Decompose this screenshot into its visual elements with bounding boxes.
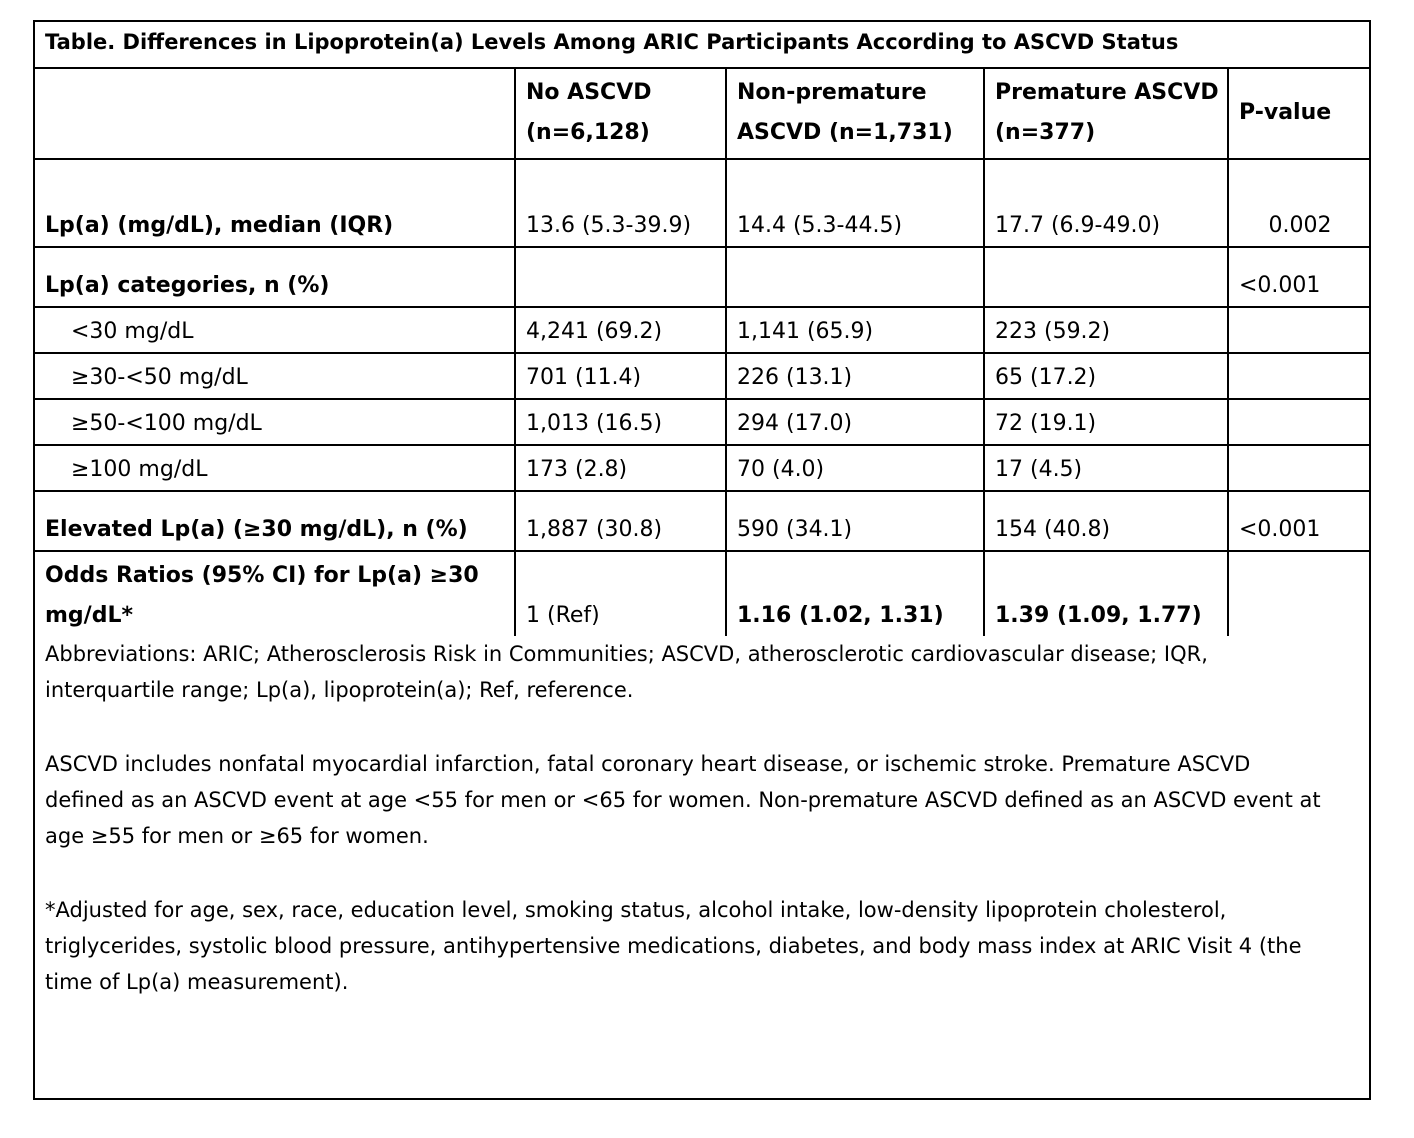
table-row [35, 247, 1371, 307]
header-p-value: P-value [1228, 68, 1371, 159]
cell-value: 590 (34.1) [726, 491, 984, 551]
row-label-odds-ratios: Odds Ratios (95% CI) for Lp(a) ≥30 mg/dL* [35, 551, 515, 636]
cell-value: 1,141 (65.9) [726, 307, 984, 353]
table-row [35, 551, 1371, 636]
footnote-adjustment: *Adjusted for age, sex, race, education level, smoking status, alcohol intake, low-density lipoprotein cholesterol, triglycerides, systolic blood pressure, antihypertensive medications, diabetes, and body mass index at ARIC Visit 4 (the time of Lp(a) measurement). [45, 898, 1302, 994]
cell-value: 154 (40.8) [984, 491, 1228, 551]
table-title: Table. Differences in Lipoprotein(a) Levels Among ARIC Participants According to ASCVD Status [35, 22, 1369, 69]
cell-value: 294 (17.0) [726, 399, 984, 445]
cell-empty [1228, 445, 1371, 491]
cell-value: 701 (11.4) [515, 353, 726, 399]
table-row [35, 353, 1371, 399]
row-label-median: Lp(a) (mg/dL), median (IQR) [35, 159, 515, 247]
table-frame [33, 20, 1371, 1100]
table-row [35, 491, 1371, 551]
header-row [35, 68, 1371, 159]
table-row [35, 445, 1371, 491]
cell-value: 13.6 (5.3-39.9) [515, 159, 726, 247]
cell-p-value: <0.001 [1228, 247, 1371, 307]
cell-empty [515, 247, 726, 307]
cell-p-value: 0.002 [1228, 159, 1371, 247]
row-label-30-50: ≥30-<50 mg/dL [35, 353, 515, 399]
cell-value: 4,241 (69.2) [515, 307, 726, 353]
row-label-lt30: <30 mg/dL [35, 307, 515, 353]
row-label-elevated: Elevated Lp(a) (≥30 mg/dL), n (%) [35, 491, 515, 551]
cell-value: 1 (Ref) [515, 551, 726, 636]
footnote-abbreviations: Abbreviations: ARIC; Atherosclerosis Risk in Communities; ASCVD, atherosclerotic cardiovascular disease; IQR, interquartile range; Lp(a), lipoprotein(a); Ref, reference. [45, 642, 1208, 702]
cell-value: 14.4 (5.3-44.5) [726, 159, 984, 247]
cell-value: 1.16 (1.02, 1.31) [726, 551, 984, 636]
cell-value: 1,887 (30.8) [515, 491, 726, 551]
header-non-premature: Non-premature ASCVD (n=1,731) [726, 68, 984, 159]
cell-value: 70 (4.0) [726, 445, 984, 491]
header-premature: Premature ASCVD (n=377) [984, 68, 1228, 159]
table-row [35, 399, 1371, 445]
table-row [35, 159, 1371, 247]
cell-value: 65 (17.2) [984, 353, 1228, 399]
cell-value: 226 (13.1) [726, 353, 984, 399]
cell-empty [1228, 353, 1371, 399]
cell-value: 1,013 (16.5) [515, 399, 726, 445]
cell-empty [1228, 551, 1371, 636]
cell-value: 17.7 (6.9-49.0) [984, 159, 1228, 247]
cell-value: 173 (2.8) [515, 445, 726, 491]
table-row [35, 307, 1371, 353]
footnote-definitions: ASCVD includes nonfatal myocardial infarction, fatal coronary heart disease, or ischemic stroke. Premature ASCVD defined as an ASCVD event at age <55 for men or <65 for women. Non-premature ASCVD defined as an ASCVD event at age ≥55 for men or ≥65 for women. [45, 752, 1321, 848]
cell-empty [984, 247, 1228, 307]
cell-value: 1.39 (1.09, 1.77) [984, 551, 1228, 636]
row-label-ge100: ≥100 mg/dL [35, 445, 515, 491]
header-empty [35, 68, 515, 159]
cell-empty [726, 247, 984, 307]
cell-value: 72 (19.1) [984, 399, 1228, 445]
cell-empty [1228, 399, 1371, 445]
row-label-50-100: ≥50-<100 mg/dL [35, 399, 515, 445]
cell-value: 223 (59.2) [984, 307, 1228, 353]
cell-empty [1228, 307, 1371, 353]
table-footnotes [45, 636, 1355, 1038]
cell-p-value: <0.001 [1228, 491, 1371, 551]
header-no-ascvd: No ASCVD (n=6,128) [515, 68, 726, 159]
row-label-categories: Lp(a) categories, n (%) [35, 247, 515, 307]
data-table [35, 68, 1371, 636]
cell-value: 17 (4.5) [984, 445, 1228, 491]
